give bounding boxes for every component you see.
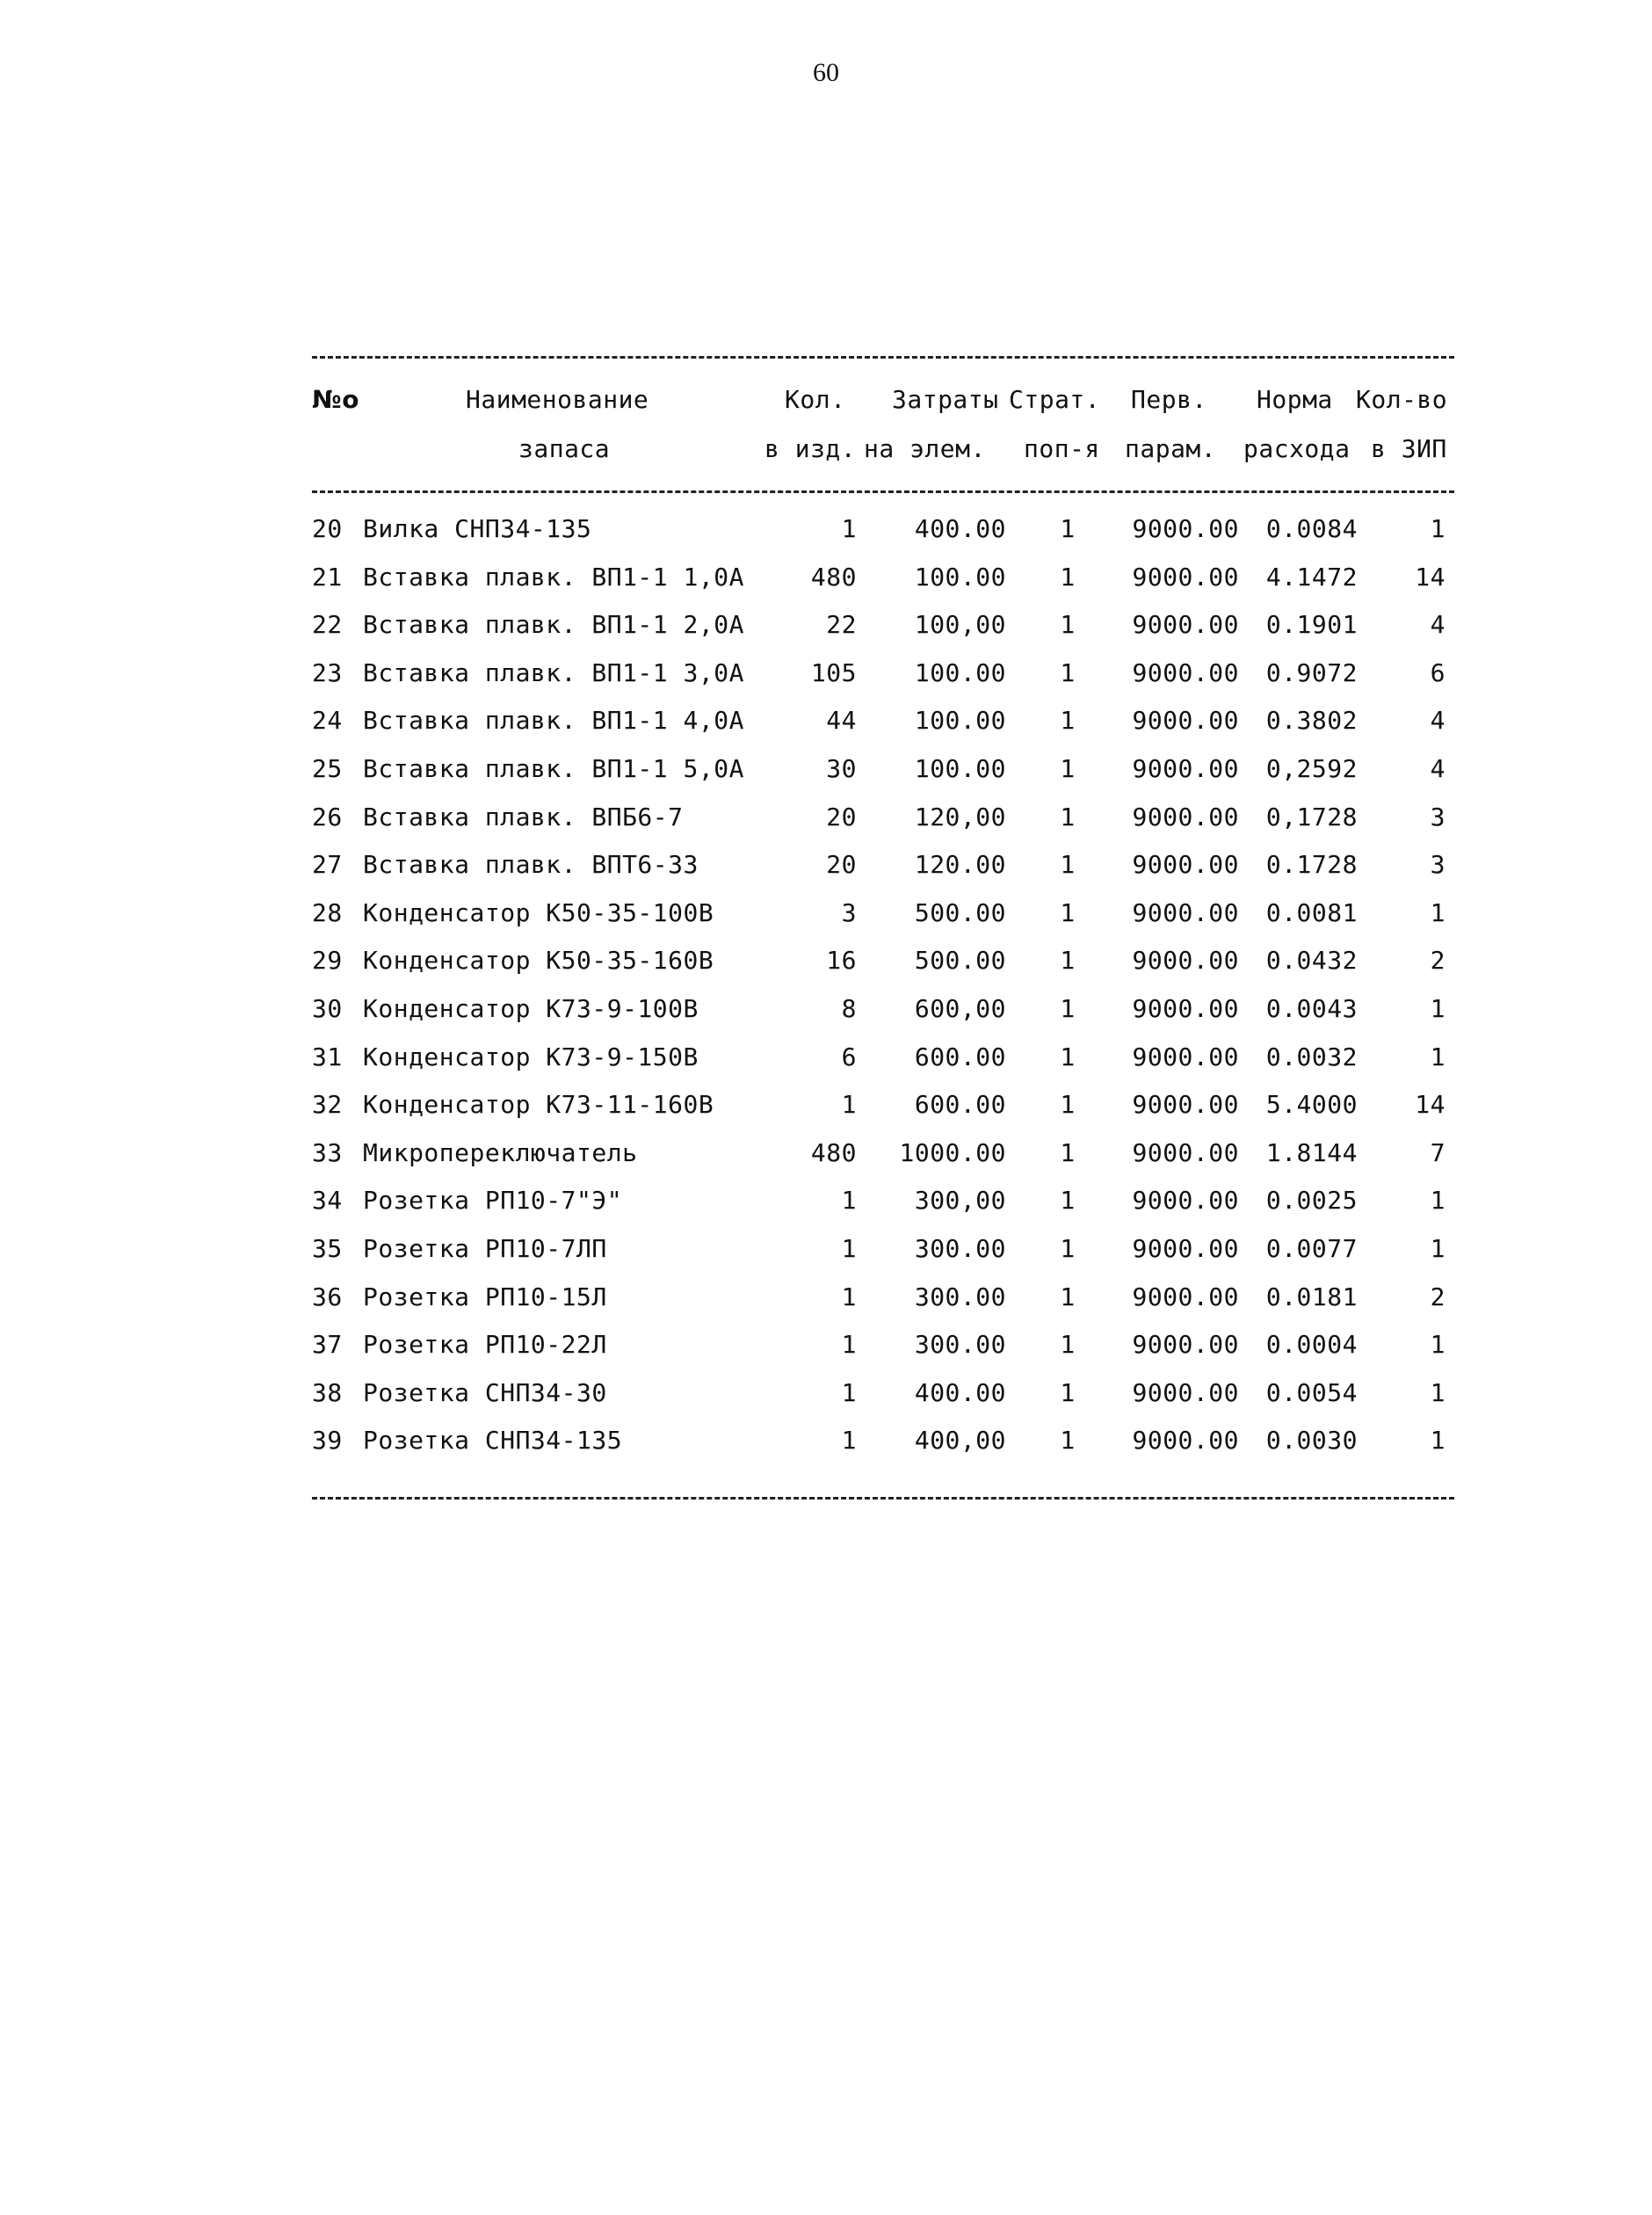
quantity-in-product: 1 (841, 1186, 857, 1216)
spare-parts-quantity: 7 (1430, 1137, 1446, 1167)
strategy-replenishment: 1 (1060, 610, 1076, 640)
spare-parts-quantity: 1 (1430, 1426, 1446, 1456)
row-number: 20 (312, 514, 343, 543)
spare-parts-quantity: 3 (1430, 802, 1446, 832)
cost-per-element: 400,00 (914, 1426, 1006, 1456)
primary-parameter: 9000.00 (1132, 1426, 1239, 1456)
quantity-in-product: 6 (841, 1042, 857, 1071)
item-name: Розетка РП10-22Л (363, 1330, 607, 1360)
primary-parameter: 9000.00 (1132, 657, 1239, 687)
cost-per-element: 100,00 (914, 610, 1006, 640)
spare-parts-quantity: 6 (1430, 657, 1446, 687)
consumption-rate: 0.0054 (1265, 1377, 1358, 1407)
item-name: Вставка плавк. ВП1-1 1,0А (363, 562, 744, 592)
consumption-rate: 1.8144 (1265, 1137, 1358, 1167)
row-number: 33 (312, 1137, 343, 1167)
row-number: 22 (312, 610, 343, 640)
spare-parts-quantity: 2 (1430, 1282, 1446, 1311)
consumption-rate: 0.3802 (1265, 706, 1358, 736)
strategy-replenishment: 1 (1060, 897, 1076, 927)
cost-per-element: 300.00 (914, 1233, 1006, 1263)
quantity-in-product: 1 (841, 1233, 857, 1263)
row-number: 34 (312, 1186, 343, 1216)
consumption-rate: 0.0084 (1265, 514, 1358, 543)
header-param-line2: парам. (1125, 434, 1217, 463)
header-qty-line1: Кол. (785, 385, 846, 414)
header-cost-line1: Затраты (892, 385, 999, 414)
item-name: Розетка РП10-7ЛП (363, 1233, 607, 1263)
cost-per-element: 120,00 (914, 802, 1006, 832)
consumption-rate: 0.1728 (1265, 850, 1358, 880)
row-number: 21 (312, 562, 343, 592)
quantity-in-product: 1 (841, 1090, 857, 1120)
quantity-in-product: 16 (826, 946, 857, 976)
primary-parameter: 9000.00 (1132, 1377, 1239, 1407)
page-number: 60 (813, 58, 839, 87)
item-name: Вставка плавк. ВП1-1 4,0А (363, 706, 744, 736)
table-row (312, 790, 1454, 839)
table-header-rule (312, 490, 1454, 493)
consumption-rate: 0.0030 (1265, 1426, 1358, 1456)
header-cost-line2: на элем. (864, 434, 986, 463)
table-row (312, 1366, 1454, 1414)
header-norm-line1: Норма (1257, 385, 1333, 414)
table-row (312, 550, 1454, 599)
spare-parts-quantity: 1 (1430, 1233, 1446, 1263)
consumption-rate: 0.0032 (1265, 1042, 1358, 1071)
table-row (312, 1173, 1454, 1222)
strategy-replenishment: 1 (1060, 1233, 1076, 1263)
strategy-replenishment: 1 (1060, 657, 1076, 687)
item-name: Розетка РП10-15Л (363, 1282, 607, 1311)
item-name: Вставка плавк. ВП1-1 2,0А (363, 610, 744, 640)
primary-parameter: 9000.00 (1132, 1186, 1239, 1216)
header-number: №о (312, 385, 359, 414)
primary-parameter: 9000.00 (1132, 1090, 1239, 1120)
spare-parts-quantity: 1 (1430, 1377, 1446, 1407)
quantity-in-product: 22 (826, 610, 857, 640)
spare-parts-quantity: 1 (1430, 1186, 1446, 1216)
consumption-rate: 0.1901 (1265, 610, 1358, 640)
primary-parameter: 9000.00 (1132, 1042, 1239, 1071)
row-number: 27 (312, 850, 343, 880)
table-row (312, 1413, 1454, 1462)
row-number: 28 (312, 897, 343, 927)
cost-per-element: 1000.00 (899, 1137, 1006, 1167)
cost-per-element: 600.00 (914, 1042, 1006, 1071)
row-number: 23 (312, 657, 343, 687)
item-name: Вставка плавк. ВПБ6-7 (363, 802, 684, 832)
spare-parts-quantity: 4 (1430, 610, 1446, 640)
quantity-in-product: 44 (826, 706, 857, 736)
primary-parameter: 9000.00 (1132, 897, 1239, 927)
row-number: 35 (312, 1233, 343, 1263)
spare-parts-quantity: 2 (1430, 946, 1446, 976)
header-zip-line1: Кол-во (1356, 385, 1448, 414)
consumption-rate: 0.0025 (1265, 1186, 1358, 1216)
row-number: 36 (312, 1282, 343, 1311)
item-name: Конденсатор К50-35-160В (363, 946, 714, 976)
table-bottom-rule (312, 1497, 1454, 1500)
consumption-rate: 4.1472 (1265, 562, 1358, 592)
cost-per-element: 100.00 (914, 657, 1006, 687)
row-number: 32 (312, 1090, 343, 1120)
table-row (312, 886, 1454, 934)
table-row (312, 598, 1454, 646)
strategy-replenishment: 1 (1060, 562, 1076, 592)
consumption-rate: 0.0081 (1265, 897, 1358, 927)
header-strat-line1: Страт. (1009, 385, 1101, 414)
strategy-replenishment: 1 (1060, 850, 1076, 880)
quantity-in-product: 1 (841, 1377, 857, 1407)
primary-parameter: 9000.00 (1132, 1282, 1239, 1311)
primary-parameter: 9000.00 (1132, 610, 1239, 640)
table-header (312, 359, 1454, 490)
row-number: 24 (312, 706, 343, 736)
strategy-replenishment: 1 (1060, 1137, 1076, 1167)
item-name: Конденсатор К73-11-160В (363, 1090, 714, 1120)
primary-parameter: 9000.00 (1132, 802, 1239, 832)
primary-parameter: 9000.00 (1132, 850, 1239, 880)
strategy-replenishment: 1 (1060, 514, 1076, 543)
primary-parameter: 9000.00 (1132, 706, 1239, 736)
table-row (312, 933, 1454, 982)
strategy-replenishment: 1 (1060, 1426, 1076, 1456)
primary-parameter: 9000.00 (1132, 1330, 1239, 1360)
quantity-in-product: 1 (841, 514, 857, 543)
item-name: Вставка плавк. ВП1-1 5,0А (363, 753, 744, 783)
quantity-in-product: 1 (841, 1330, 857, 1360)
strategy-replenishment: 1 (1060, 1186, 1076, 1216)
primary-parameter: 9000.00 (1132, 993, 1239, 1023)
spare-parts-quantity: 1 (1430, 1330, 1446, 1360)
header-name-line2: запаса (518, 434, 611, 463)
table-body (312, 502, 1454, 1462)
header-norm-line2: расхода (1243, 434, 1351, 463)
primary-parameter: 9000.00 (1132, 753, 1239, 783)
cost-per-element: 100.00 (914, 706, 1006, 736)
strategy-replenishment: 1 (1060, 802, 1076, 832)
item-name: Конденсатор К73-9-150В (363, 1042, 699, 1071)
item-name: Конденсатор К50-35-100В (363, 897, 714, 927)
strategy-replenishment: 1 (1060, 1330, 1076, 1360)
quantity-in-product: 480 (810, 562, 857, 592)
strategy-replenishment: 1 (1060, 1042, 1076, 1071)
spare-parts-quantity: 1 (1430, 514, 1446, 543)
strategy-replenishment: 1 (1060, 1282, 1076, 1311)
quantity-in-product: 3 (841, 897, 857, 927)
quantity-in-product: 105 (810, 657, 857, 687)
strategy-replenishment: 1 (1060, 1377, 1076, 1407)
table-row (312, 502, 1454, 550)
quantity-in-product: 1 (841, 1426, 857, 1456)
header-param-line1: Перв. (1131, 385, 1207, 414)
item-name: Микропереключатель (363, 1137, 638, 1167)
table-row (312, 838, 1454, 886)
table-row (312, 1270, 1454, 1318)
header-zip-line2: в ЗИП (1371, 434, 1447, 463)
primary-parameter: 9000.00 (1132, 514, 1239, 543)
spare-parts-quantity: 14 (1415, 1090, 1446, 1120)
row-number: 29 (312, 946, 343, 976)
strategy-replenishment: 1 (1060, 993, 1076, 1023)
table-row (312, 1222, 1454, 1270)
spare-parts-quantity: 4 (1430, 753, 1446, 783)
strategy-replenishment: 1 (1060, 1090, 1076, 1120)
inventory-table (312, 356, 1454, 1500)
cost-per-element: 600,00 (914, 993, 1006, 1023)
cost-per-element: 100.00 (914, 562, 1006, 592)
row-number: 39 (312, 1426, 343, 1456)
cost-per-element: 600.00 (914, 1090, 1006, 1120)
table-row (312, 1030, 1454, 1078)
row-number: 38 (312, 1377, 343, 1407)
strategy-replenishment: 1 (1060, 706, 1076, 736)
cost-per-element: 100.00 (914, 753, 1006, 783)
header-strat-line2: поп-я (1024, 434, 1100, 463)
quantity-in-product: 30 (826, 753, 857, 783)
item-name: Вставка плавк. ВПТ6-33 (363, 850, 699, 880)
spare-parts-quantity: 14 (1415, 562, 1446, 592)
quantity-in-product: 480 (810, 1137, 857, 1167)
item-name: Розетка СНП34-135 (363, 1426, 623, 1456)
cost-per-element: 400.00 (914, 1377, 1006, 1407)
table-row (312, 742, 1454, 790)
primary-parameter: 9000.00 (1132, 1233, 1239, 1263)
consumption-rate: 0.9072 (1265, 657, 1358, 687)
spare-parts-quantity: 4 (1430, 706, 1446, 736)
table-row (312, 1318, 1454, 1366)
cost-per-element: 500.00 (914, 897, 1006, 927)
consumption-rate: 0.0043 (1265, 993, 1358, 1023)
spare-parts-quantity: 1 (1430, 897, 1446, 927)
cost-per-element: 500.00 (914, 946, 1006, 976)
spare-parts-quantity: 1 (1430, 993, 1446, 1023)
primary-parameter: 9000.00 (1132, 946, 1239, 976)
table-row (312, 982, 1454, 1030)
spare-parts-quantity: 3 (1430, 850, 1446, 880)
header-name-line1: Наименование (466, 385, 649, 414)
consumption-rate: 0,2592 (1265, 753, 1358, 783)
row-number: 31 (312, 1042, 343, 1071)
cost-per-element: 300.00 (914, 1282, 1006, 1311)
strategy-replenishment: 1 (1060, 753, 1076, 783)
item-name: Розетка РП10-7"Э" (363, 1186, 623, 1216)
consumption-rate: 0.0004 (1265, 1330, 1358, 1360)
cost-per-element: 120.00 (914, 850, 1006, 880)
row-number: 26 (312, 802, 343, 832)
row-number: 37 (312, 1330, 343, 1360)
item-name: Вилка СНП34-135 (363, 514, 592, 543)
row-number: 25 (312, 753, 343, 783)
quantity-in-product: 1 (841, 1282, 857, 1311)
consumption-rate: 0.0432 (1265, 946, 1358, 976)
strategy-replenishment: 1 (1060, 946, 1076, 976)
table-row (312, 1126, 1454, 1174)
consumption-rate: 0.0181 (1265, 1282, 1358, 1311)
table-row (312, 646, 1454, 694)
cost-per-element: 400.00 (914, 514, 1006, 543)
primary-parameter: 9000.00 (1132, 1137, 1239, 1167)
quantity-in-product: 20 (826, 802, 857, 832)
consumption-rate: 5.4000 (1265, 1090, 1358, 1120)
item-name: Розетка СНП34-30 (363, 1377, 607, 1407)
header-qty-line2: в изд. (764, 434, 857, 463)
item-name: Конденсатор К73-9-100В (363, 993, 699, 1023)
row-number: 30 (312, 993, 343, 1023)
primary-parameter: 9000.00 (1132, 562, 1239, 592)
spare-parts-quantity: 1 (1430, 1042, 1446, 1071)
consumption-rate: 0.0077 (1265, 1233, 1358, 1263)
cost-per-element: 300.00 (914, 1330, 1006, 1360)
table-row (312, 1078, 1454, 1126)
quantity-in-product: 20 (826, 850, 857, 880)
cost-per-element: 300,00 (914, 1186, 1006, 1216)
consumption-rate: 0,1728 (1265, 802, 1358, 832)
quantity-in-product: 8 (841, 993, 857, 1023)
table-row (312, 694, 1454, 742)
item-name: Вставка плавк. ВП1-1 3,0А (363, 657, 744, 687)
